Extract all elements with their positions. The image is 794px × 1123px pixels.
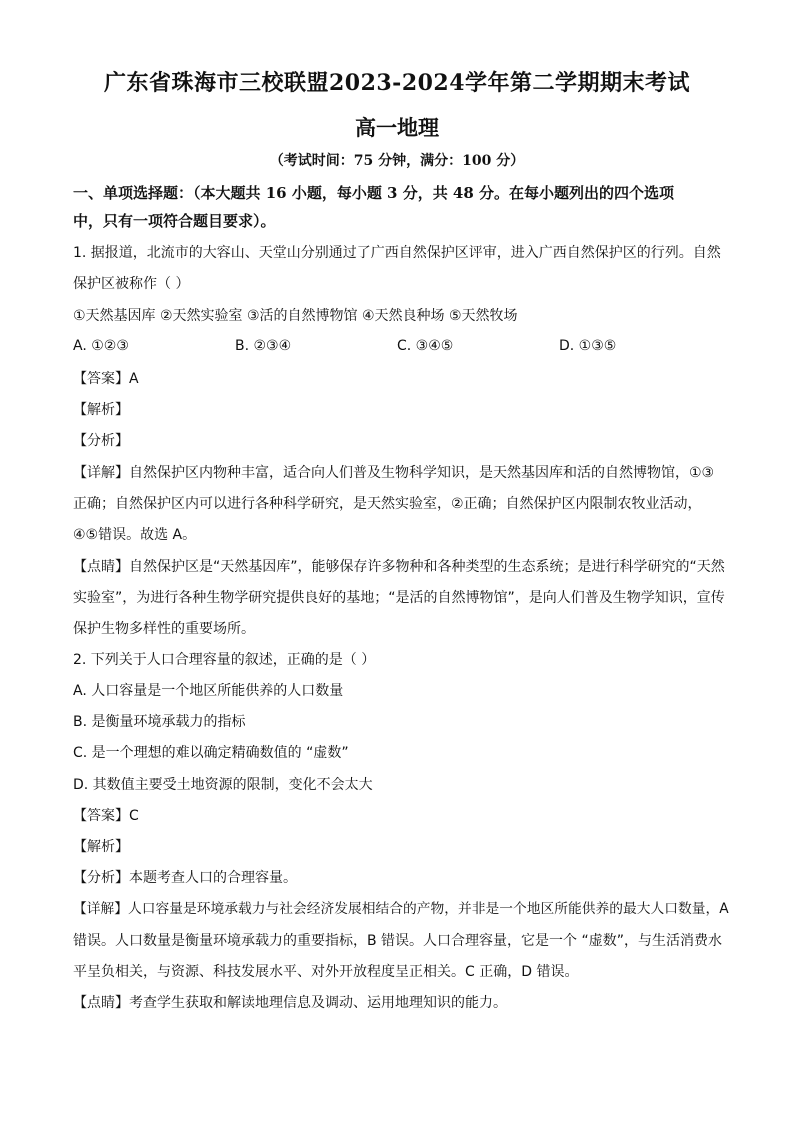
q1-stem-line-2: 保护区被称作（ ）: [73, 276, 190, 292]
document-title: 广东省珠海市三校联盟2023-2024学年第二学期期末考试: [103, 70, 691, 96]
subject-title: 高一地理: [355, 115, 439, 140]
q1-note-line-3: 保护生物多样性的重要场所。: [73, 621, 255, 637]
q1-option-b: B. ②③④: [235, 338, 292, 354]
q2-note: 【点睛】考查学生获取和解读地理信息及调动、运用地理知识的能力。: [73, 995, 507, 1011]
q1-detail-line-3: ④⑤错误。故选 A。: [73, 527, 197, 543]
q1-detail-line-2: 正确；自然保护区内可以进行各种科学研究，是天然实验室，②正确；自然保护区内限制农牧业活动，: [73, 496, 702, 512]
section-heading-line-1: 一、单项选择题：（本大题共 16 小题，每小题 3 分，共 48 分。在每小题列出的四个选项: [73, 184, 675, 202]
q2-option-c: C. 是一个理想的难以确定精确数值的 “虚数”: [73, 745, 349, 761]
q2-jiexi: 【解析】: [73, 839, 129, 855]
q2-detail-line-3: 平呈负相关，与资源、科技发展水平、对外开放程度呈正相关。C 正确，D 错误。: [73, 964, 579, 980]
section-heading-line-2: 中，只有一项符合题目要求）。: [73, 212, 276, 230]
q1-fenxi: 【分析】: [73, 433, 129, 449]
q1-note-line-1: 【点睛】自然保护区是“天然基因库”，能够保存许多物种和各种类型的生态系统；是进行科学研究的“天然: [73, 559, 725, 575]
q2-fenxi: 【分析】本题考查人口的合理容量。: [73, 870, 297, 886]
q2-detail-line-1: 【详解】人口容量是环境承载力与社会经济发展相结合的产物，并非是一个地区所能供养的最大人口数量，A: [73, 901, 729, 917]
q2-option-a: A. 人口容量是一个地区所能供养的人口数量: [73, 683, 344, 699]
q1-option-c: C. ③④⑤: [397, 338, 454, 354]
q2-stem: 2. 下列关于人口合理容量的叙述，正确的是（ ）: [73, 652, 376, 668]
q2-answer: 【答案】C: [73, 808, 139, 824]
q1-answer: 【答案】A: [73, 371, 139, 387]
q1-note-line-2: 实验室”，为进行各种生物学研究提供良好的基地；“是活的自然博物馆”，是向人们普及生物学知识，宣传: [73, 590, 725, 606]
q1-detail-line-1: 【详解】自然保护区内物种丰富，适合向人们普及生物科学知识，是天然基因库和活的自然博物馆，①③: [73, 465, 715, 481]
q2-option-d: D. 其数值主要受土地资源的限制，变化不会太大: [73, 777, 373, 793]
exam-info: （考试时间：75 分钟，满分：100 分）: [269, 153, 525, 169]
q1-option-d: D. ①③⑤: [559, 338, 617, 354]
q1-option-a: A. ①②③: [73, 338, 129, 354]
q1-jiexi: 【解析】: [73, 402, 129, 418]
q1-stem-line-1: 1. 据报道，北流市的大容山、天堂山分别通过了广西自然保护区评审，进入广西自然保护区的行列。自然: [73, 245, 721, 261]
q1-options: [73, 338, 733, 358]
q2-option-b: B. 是衡量环境承载力的指标: [73, 714, 246, 730]
q2-detail-line-2: 错误。人口数量是衡量环境承载力的重要指标，B 错误。人口合理容量，它是一个 “虚数”，与生活消费水: [73, 933, 723, 949]
q1-items: ①天然基因库 ②天然实验室 ③活的自然博物馆 ④天然良种场 ⑤天然牧场: [73, 308, 518, 324]
